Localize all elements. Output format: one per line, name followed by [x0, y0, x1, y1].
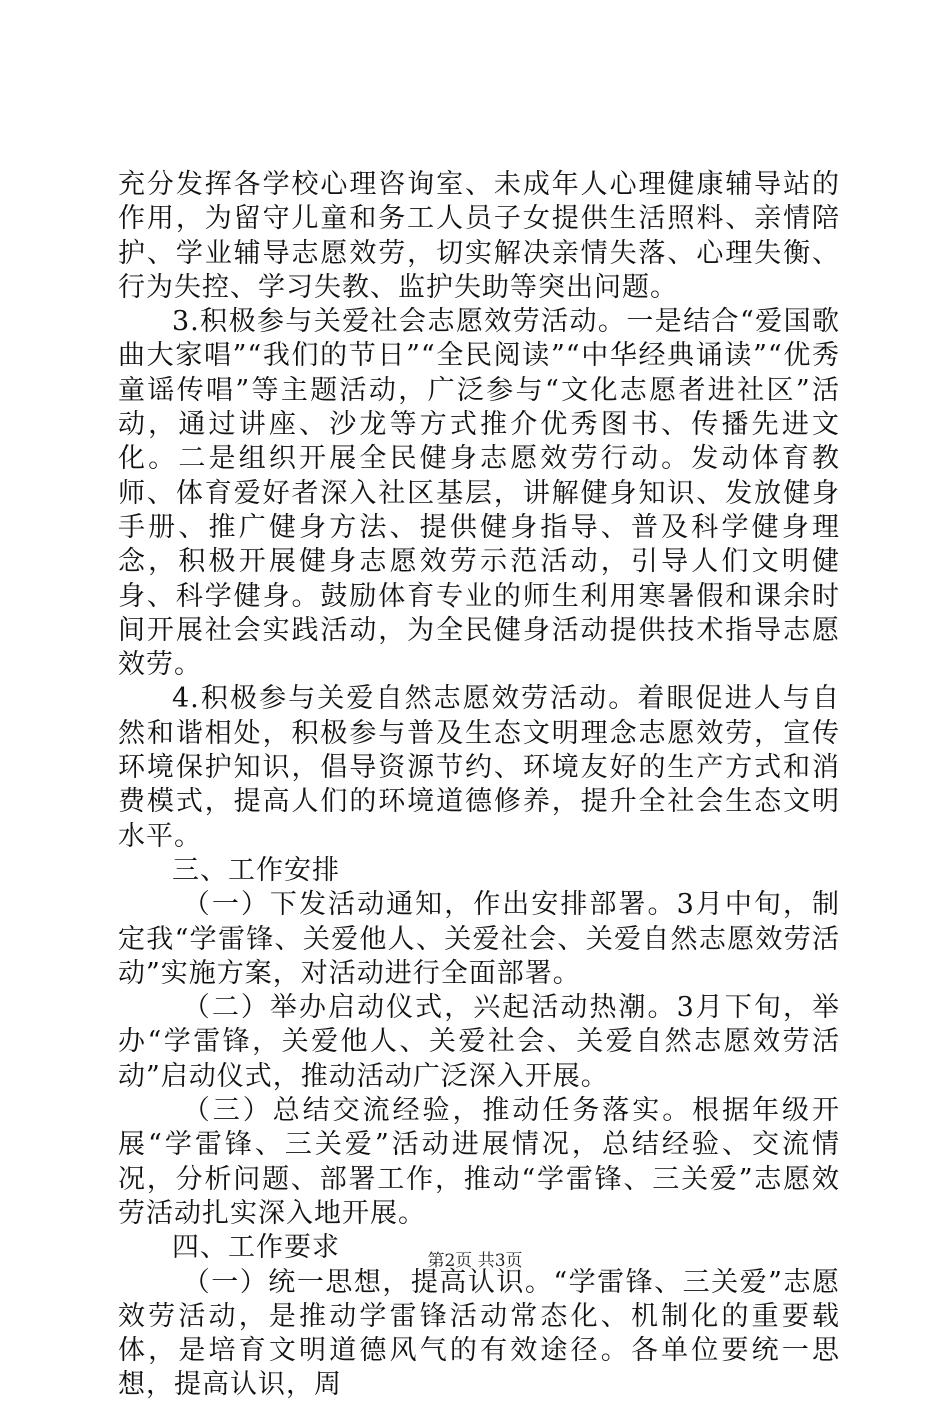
- paragraph-arrangement-2: （二）举办启动仪式，兴起活动热潮。3月下旬，举办“学雷锋，关爱他人、关爱社会、关爱自然志愿效劳活动”启动仪式，推动活动广泛深入开展。: [118, 992, 840, 1092]
- section-heading-work-arrangement: 三、工作安排: [172, 854, 340, 886]
- paragraph-continuation: 充分发挥各学校心理咨询室、未成年人心理健康辅导站的作用，为留守儿童和务工人员子女提供生活照料、亲情陪护、学业辅导志愿效劳，切实解决亲情失落、心理失衡、行为失控、学习失教、监护失助等突出问题。: [118, 169, 840, 303]
- paragraph-item-4: 4.积极参与关爱自然志愿效劳活动。着眼促进人与自然和谐相处，积极参与普及生态文明理念志愿效劳，宣传环境保护知识，倡导资源节约、环境友好的生产方式和消费模式，提高人们的环境道德修养，提升全社会生态文明水平。: [118, 683, 840, 852]
- paragraph-item-3: 3.积极参与关爱社会志愿效劳活动。一是结合“爱国歌曲大家唱”“我们的节日”“全民阅读”“中华经典诵读”“优秀童谣传唱”等主题活动，广泛参与“文化志愿者进社区”活动，通过讲座、沙龙等方式推介优秀图书、传播先进文化。二是组织开展全民健身志愿效劳行动。发动体育教师、体育爱好者深入社区基层，讲解健身知识、发放健身手册、推广健身方法、提供健身指导、普及科学健身理念，积极开展健身志愿效劳示范活动，引导人们文明健身、科学健身。鼓励体育专业的师生利用寒暑假和课余时间开展社会实践活动，为全民健身活动提供技术指导志愿效劳。: [118, 306, 840, 681]
- page-footer: [0, 1246, 950, 1271]
- section-heading-work-requirements: 四、工作要求: [172, 1232, 340, 1264]
- paragraph-arrangement-3: （三）总结交流经验，推动任务落实。根据年级开展“学雷锋、三关爱”活动进展情况，总结经验、交流情况，分析问题、部署工作，推动“学雷锋、三关爱”志愿效劳活动扎实深入地开展。: [118, 1095, 840, 1229]
- document-body: [118, 168, 840, 1403]
- paragraph-requirement-1: （一）统一思想，提高认识。“学雷锋、三关爱”志愿效劳活动，是推动学雷锋活动常态化、机制化的重要载体，是培育文明道德风气的有效途径。各单位要统一思想，提高认识，周: [118, 1266, 840, 1401]
- paragraph-arrangement-1: （一）下发活动通知，作出安排部署。3月中旬，制定我“学雷锋、关爱他人、关爱社会、关爱自然志愿效劳活动”实施方案，对活动进行全面部署。: [118, 889, 840, 989]
- page-number-label: 第2页 共3页: [427, 1251, 523, 1271]
